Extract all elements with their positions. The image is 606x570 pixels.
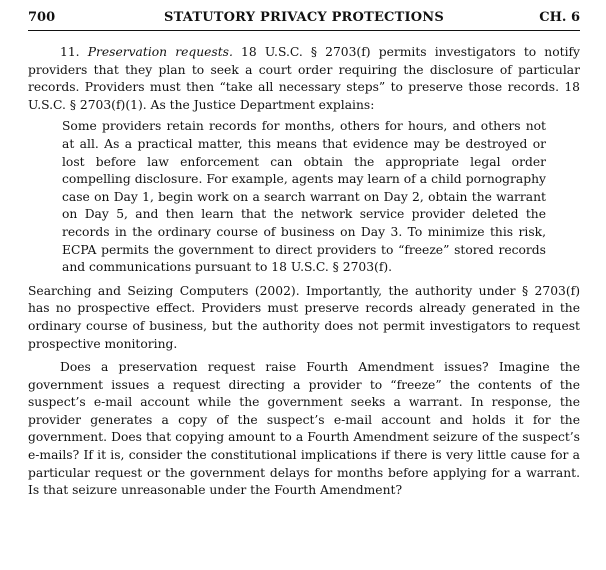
note-text: 18 U.S.C. § 2703(f) permits investigators to notify providers that they plan to seek a court order requiring the disclosure of particular records. Providers must then “take all necessary steps” to preserve those records. 18 U.S.C. § 2703(f)(1). As the Justice Department explains: xyxy=(28,45,580,112)
running-title: STATUTORY PRIVACY PROTECTIONS xyxy=(164,10,444,25)
header-rule xyxy=(28,30,580,31)
note-number: 11. xyxy=(60,45,80,59)
question-paragraph: Does a preservation request raise Fourth Amendment issues? Imagine the government issues a request directing a provider to “freeze” the contents of the suspect’s e-mail account while the government seeks a warrant. In response, the provider generates a copy of the suspect’s e-mail account and holds it for the government. Does that copying amount to a Fourth Amendment seizure of the suspect’s e-mails? If it is, consider the constitutional implications if there is very little cause for a particular request or the government delays for months before applying for a warrant. Is that seizure unreasonable under the Fourth Amendment? xyxy=(28,360,580,498)
page-number: 700 xyxy=(28,10,56,25)
block-quote: Some providers retain records for months, others for hours, and others not at all. As a practical matter, this means that evidence may be destroyed or lost before law enforcement can obtain the appropriate legal order compelling disclosure. For example, agents may learn of a child pornography case on Day 1, begin work on a search warrant on Day 2, obtain the warrant on Day 5, and then learn that the network service provider deleted the records in the ordinary course of business on Day 3. To minimize this risk, ECPA permits the government to direct providers to “freeze” stored records and communications pursuant to 18 U.S.C. § 2703(f). xyxy=(62,119,546,275)
note-heading: Preservation requests. xyxy=(87,45,233,59)
note-paragraph xyxy=(28,44,580,114)
citation-paragraph: Searching and Seizing Computers (2002). Importantly, the authority under § 2703(f) has no prospective effect. Providers must preserve records already generated in the ordinary course of business, but the authority does not permit investigators to request prospective monitoring. xyxy=(28,283,580,351)
page-header xyxy=(28,10,580,30)
chapter-label: CH. 6 xyxy=(539,10,580,25)
page-body xyxy=(28,44,580,500)
